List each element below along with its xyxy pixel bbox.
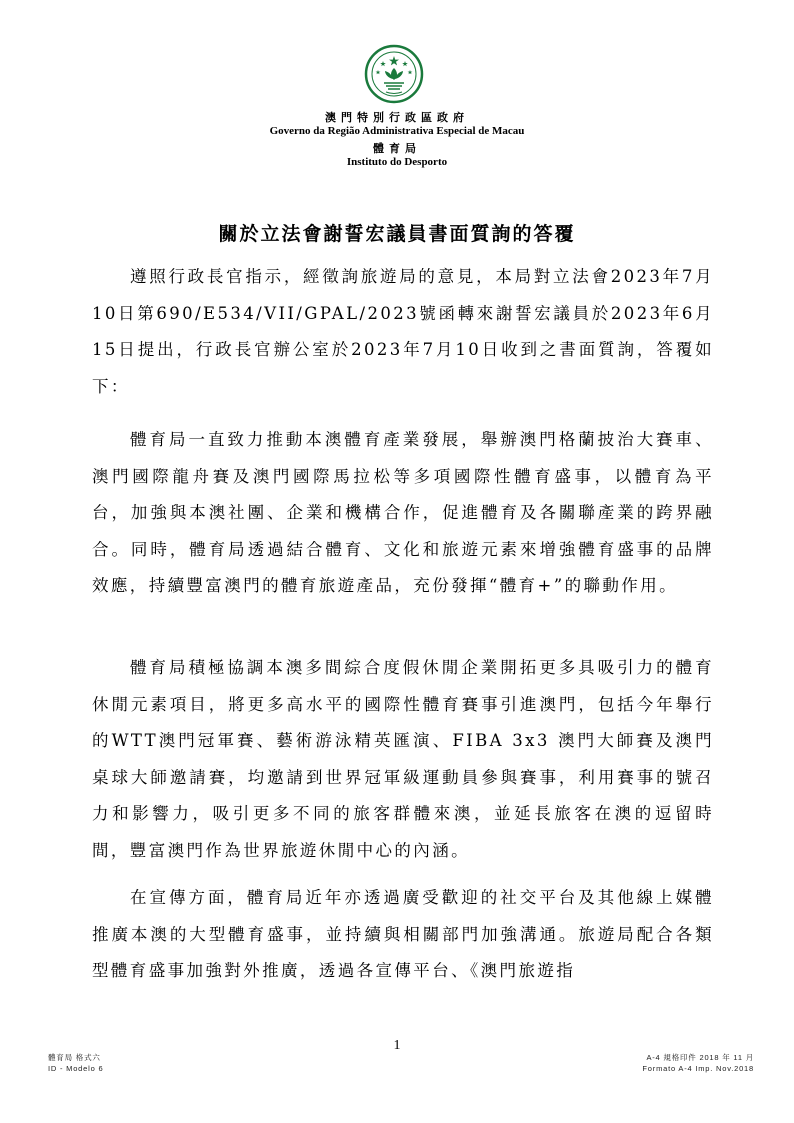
page-number: 1 — [393, 1038, 401, 1053]
footer-print-format-pt: Formato A-4 Imp. Nov.2018 — [642, 1064, 754, 1073]
footer-form-code-zh: 體育局 格式六 — [48, 1053, 101, 1062]
body-paragraph: 體育局積極協調本澳多間綜合度假休閒企業開拓更多具吸引力的體育休閒元素項目，將更多高水平的國際性體育賽事引進澳門，包括今年舉行的WTT澳門冠軍賽、藝術游泳精英匯演、FIBA 3x3 澳門大師賽及澳門桌球大師邀請賽，均邀請到世界冠軍級運動員參與賽事，利用賽事的號召力和影響力，吸引更多不同的旅客群體來澳，並延長旅客在澳的逗留時間，豐富澳門作為世界旅遊休閒中心的內涵。 — [92, 658, 714, 860]
footer-form-code — [48, 1052, 103, 1074]
bureau-name-portuguese: Instituto do Desporto — [346, 156, 448, 168]
footer-print-format-zh: A-4 規格印件 2018 年 11 月 — [646, 1053, 754, 1062]
government-name-portuguese: Governo da Região Administrativa Especial de Macau — [269, 125, 525, 137]
bureau-name-chinese: 體育局 — [373, 143, 421, 155]
body-paragraph: 遵照行政長官指示，經徵詢旅遊局的意見，本局對立法會2023年7月10日第690/E534/VII/GPAL/2023號函轉來謝誓宏議員於2023年6月15日提出，行政長官辦公室於2023年7月10日收到之書面質詢，答覆如下： — [92, 267, 714, 396]
body-paragraph: 在宣傳方面，體育局近年亦透過廣受歡迎的社交平台及其他線上媒體推廣本澳的大型體育盛事，並持續與相關部門加強溝通。旅遊局配合各類型體育盛事加強對外推廣，透過各宣傳平台、《澳門旅遊指 — [92, 888, 714, 981]
footer-print-format — [642, 1052, 754, 1074]
footer-form-code-pt: ID - Modelo 6 — [48, 1064, 104, 1073]
body-paragraph: 體育局一直致力推動本澳體育產業發展，舉辦澳門格蘭披治大賽車、澳門國際龍舟賽及澳門國際馬拉松等多項國際性體育盛事，以體育為平台，加強與本澳社團、企業和機構合作，促進體育及各關聯產業的跨界融合。同時，體育局透過結合體育、文化和旅遊元素來增強體育盛事的品牌效應，持續豐富澳門的體育旅遊產品，充份發揮“體育+”的聯動作用。 — [92, 430, 714, 596]
document-title: 關於立法會謝誓宏議員書面質詢的答覆 — [218, 223, 576, 245]
macau-emblem-logo — [364, 44, 424, 104]
government-name-chinese: 澳門特別行政區政府 — [325, 112, 469, 124]
